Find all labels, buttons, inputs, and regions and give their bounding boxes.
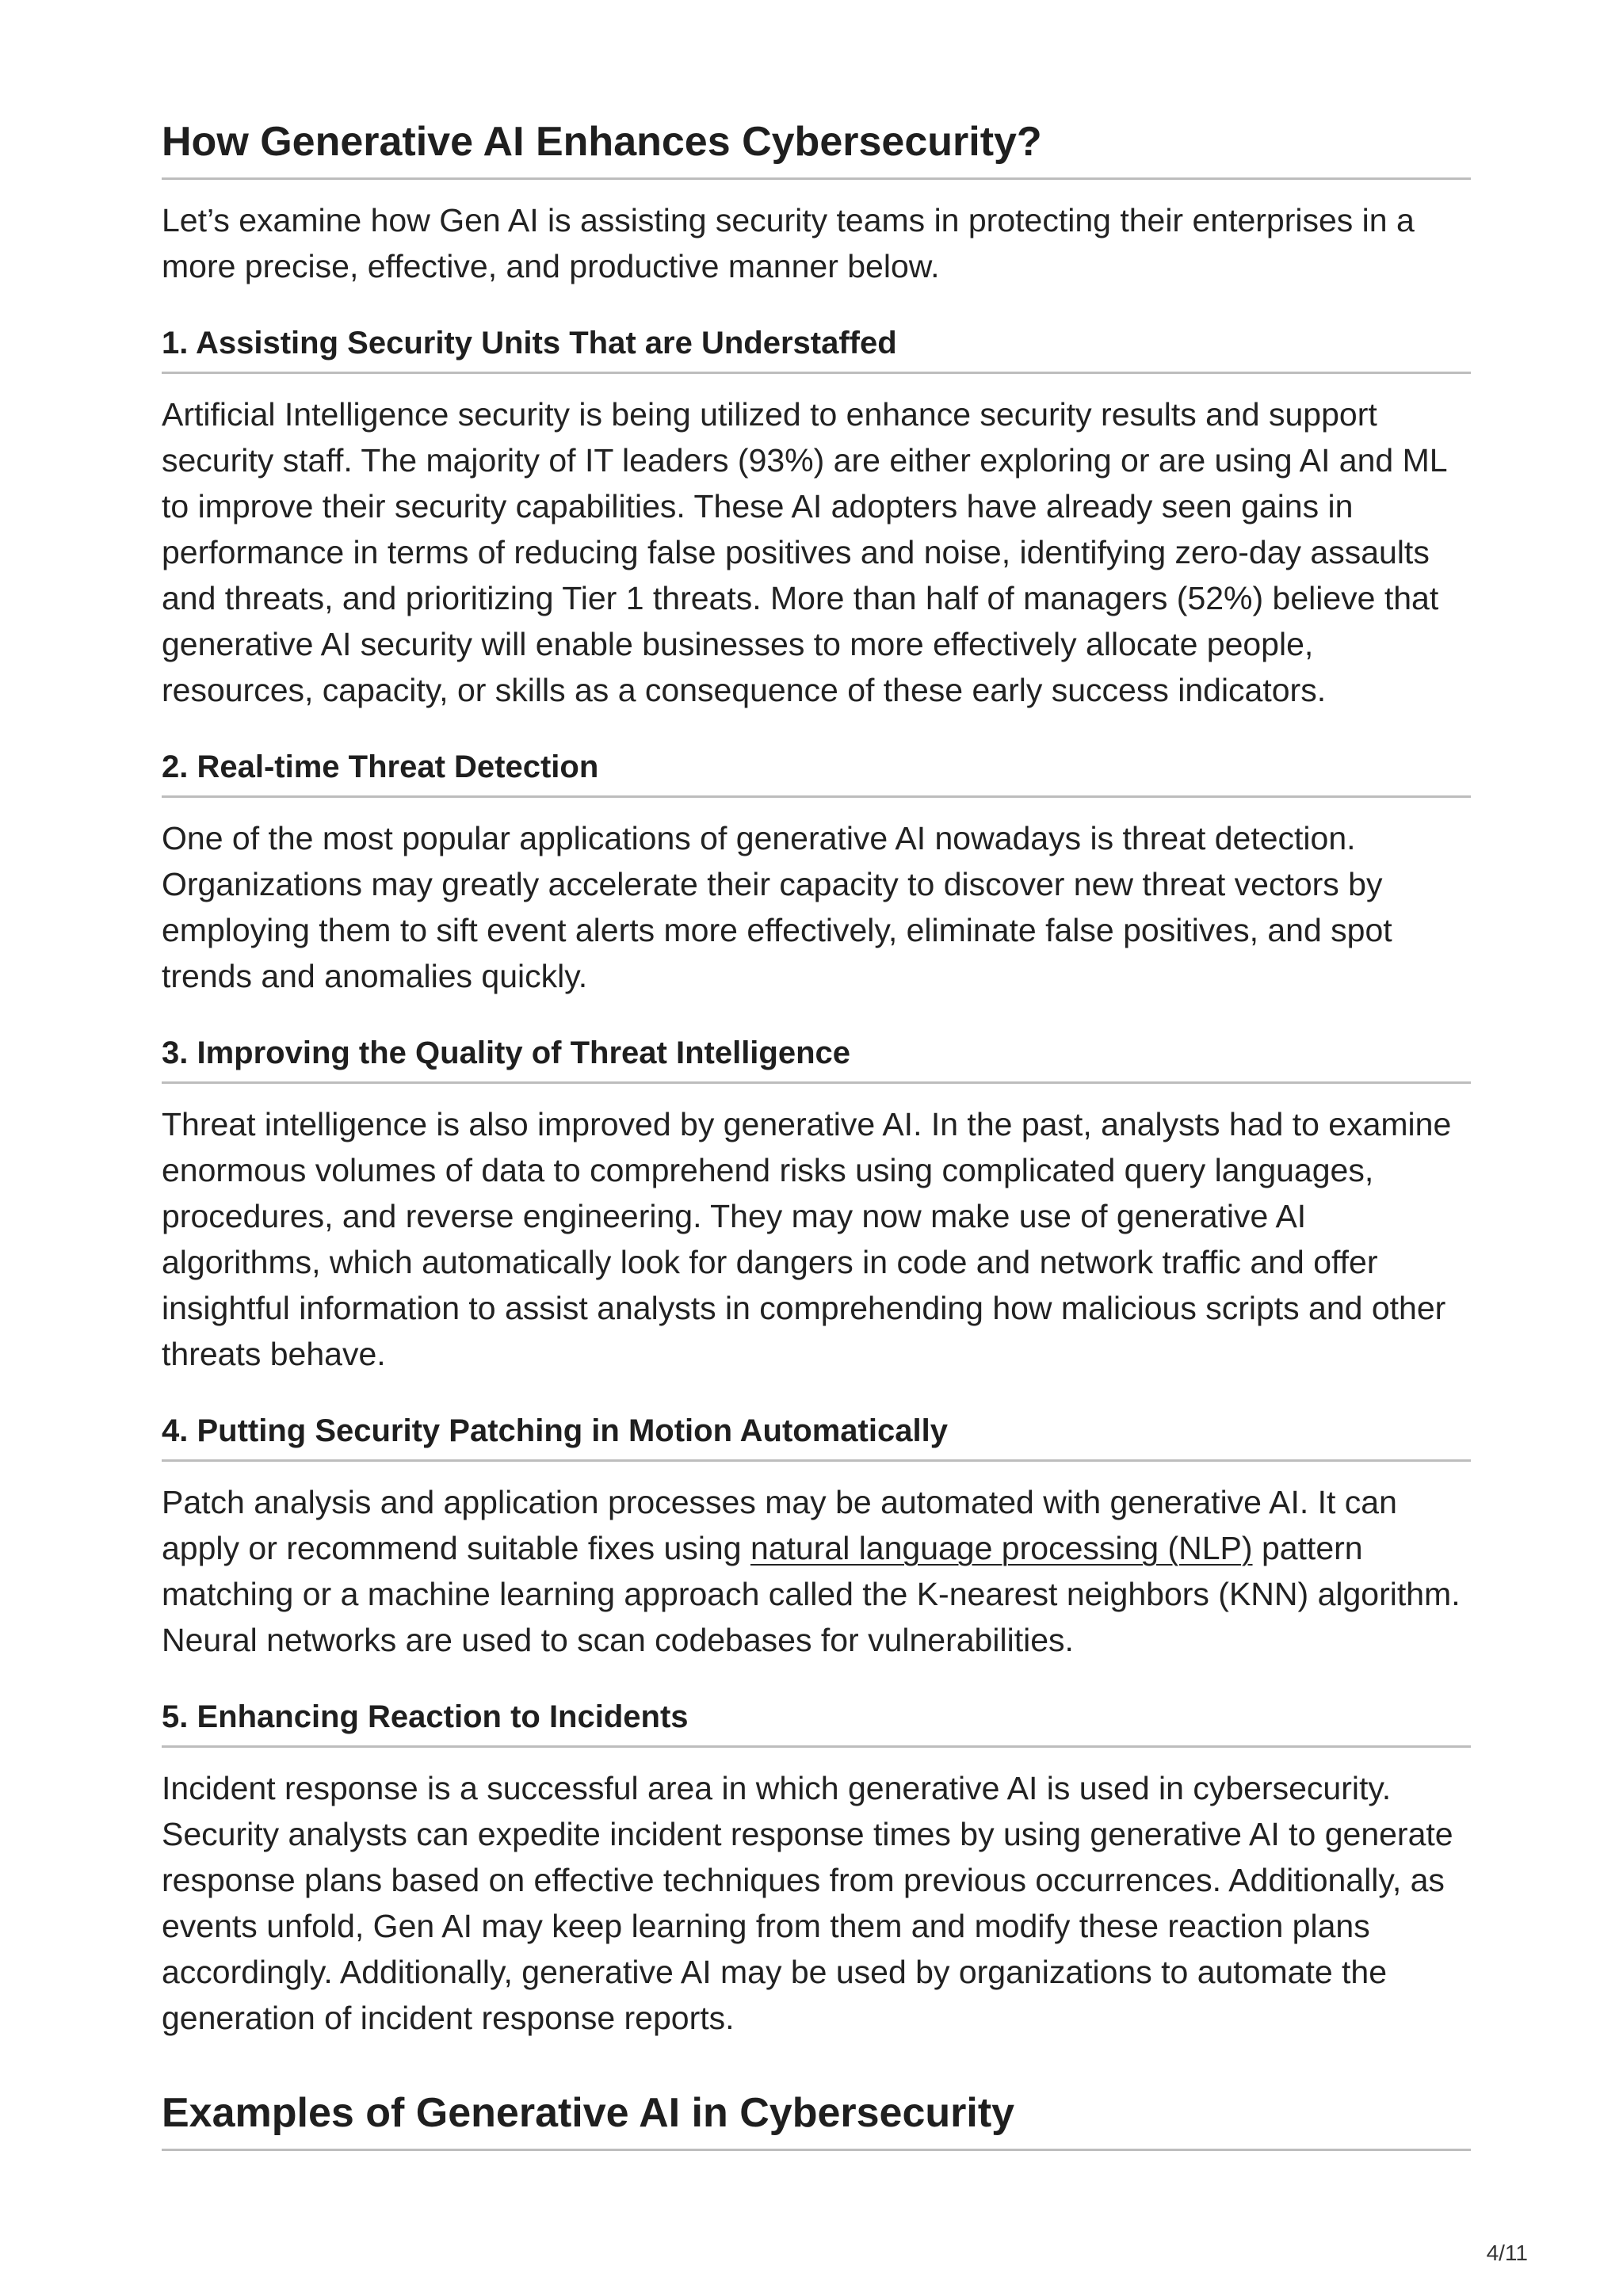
- article-content: [162, 0, 1471, 2151]
- intro-paragraph: Let’s examine how Gen AI is assisting security teams in protecting their enterprises in a more precise, effective, and productive manner below.: [162, 202, 1415, 284]
- subheading-5: 5. Enhancing Reaction to Incidents: [162, 1698, 1471, 1748]
- subheading-2: 2. Real-time Threat Detection: [162, 748, 1471, 798]
- section-heading-examples: Examples of Generative AI in Cybersecurity: [162, 2088, 1471, 2151]
- paragraph-3: Threat intelligence is also improved by generative AI. In the past, analysts had to examine enormous volumes of data to comprehend risks using complicated query languages, procedures, and reverse engineering. They may now make use of generative AI algorithms, which automatically look for dangers in code and network traffic and offer insightful information to assist analysts in comprehending how malicious scripts and other threats behave.: [162, 1106, 1452, 1372]
- paragraph-4: [162, 1479, 1471, 1663]
- paragraph-5: Incident response is a successful area in which generative AI is used in cybersecurity. Security analysts can expedite incident response times by using generative AI to generate response plans based on effective techniques from previous occurrences. Additionally, as events unfold, Gen AI may keep learning from them and modify these reaction plans accordingly. Additionally, generative AI may be used by organizations to automate the generation of incident response reports.: [162, 1770, 1453, 2036]
- paragraph-2: One of the most popular applications of generative AI nowadays is threat detection. Organizations may greatly accelerate their capacity to discover new threat vectors by employing them to sift event alerts more effectively, eliminate false positives, and spot trends and anomalies quickly.: [162, 820, 1392, 994]
- section-heading-main: How Generative AI Enhances Cybersecurity?: [162, 117, 1471, 180]
- subheading-4: 4. Putting Security Patching in Motion Automatically: [162, 1412, 1471, 1462]
- paragraph-4-text-before: Patch analysis and application processes may be automated with generative AI. It can apply or recommend suitable fixes using: [162, 1484, 1397, 1566]
- paragraph-1: Artificial Intelligence security is being utilized to enhance security results and support security staff. The majority of IT leaders (93%) are either exploring or are using AI and ML to improve their security capabilities. These AI adopters have already seen gains in performance in terms of reducing false positives and noise, identifying zero-day assaults and threats, and prioritizing Tier 1 threats. More than half of managers (52%) believe that generative AI security will enable businesses to more effectively allocate people, resources, capacity, or skills as a consequence of these early success indicators.: [162, 396, 1447, 708]
- page-number: 4/11: [1486, 2241, 1528, 2265]
- paragraph-4-text-after: pattern matching or a machine learning approach called the K-nearest neighbors (KNN) algorithm. Neural networks are used to scan codebases for vulnerabilities.: [162, 1530, 1461, 1658]
- subheading-3: 3. Improving the Quality of Threat Intelligence: [162, 1034, 1471, 1084]
- nlp-link[interactable]: natural language processing (NLP): [750, 1530, 1253, 1566]
- subheading-1: 1. Assisting Security Units That are Understaffed: [162, 324, 1471, 374]
